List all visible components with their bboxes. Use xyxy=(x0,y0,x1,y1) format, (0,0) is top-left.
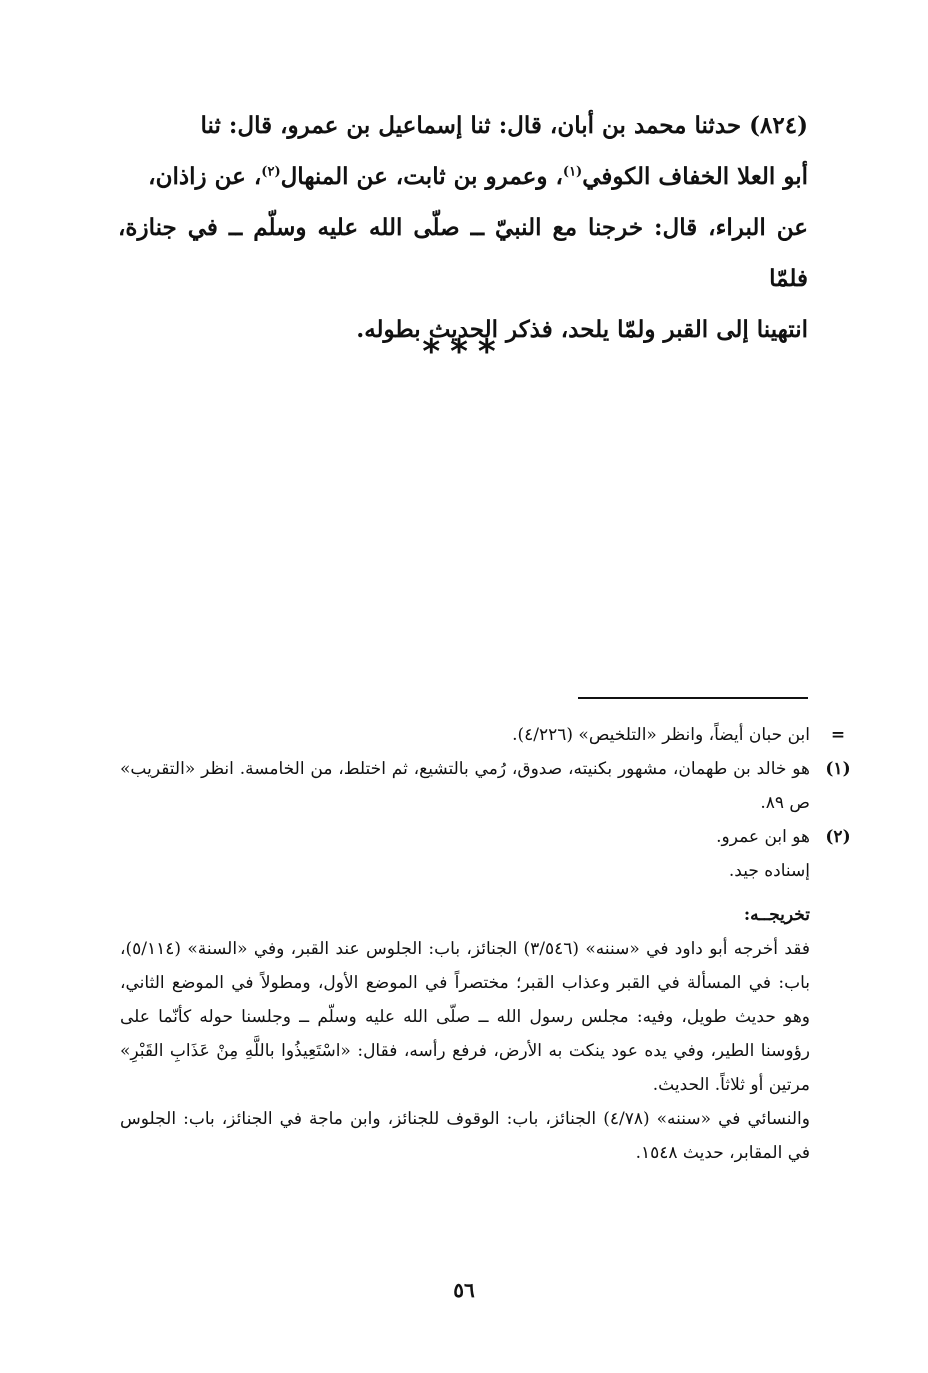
continuation-marker: = xyxy=(830,725,846,745)
footnote-ref-1[interactable]: (١) xyxy=(562,164,583,180)
takhrij-paragraph-2: والنسائي في «سننه» (٤/٧٨) الجنائز، باب: الوقوف للجنائز، وابن ماجة في الجنائز، باب: الجلوس في المقابر، حديث ١٥٤٨. xyxy=(120,1109,810,1163)
footnote-1-text: هو خالد بن طهمان، مشهور بكنيته، صدوق، رُمي بالتشيع، ثم اختلط، من الخامسة. انظر «التقريب» ص ٨٩. xyxy=(120,759,810,813)
footnotes-section xyxy=(120,718,851,1170)
hadith-line-1 xyxy=(118,100,808,151)
hadith-line-3: عن البراء، قال: خرجنا مع النبيّ ــ صلّى الله عليه وسلّم ــ في جنازة، فلمّا xyxy=(118,214,808,292)
footnote-continuation xyxy=(120,718,846,752)
hadith-line-4: انتهينا إلى القبر ولمّا يلحد، فذكر الحديث بطوله. xyxy=(356,316,808,343)
hadith-line-2-part-a: أبو العلا الخفاف الكوفي xyxy=(582,163,808,190)
footnote-2-marker: (٢) xyxy=(825,827,851,847)
takhrij-section xyxy=(120,898,810,1170)
section-separator: *** xyxy=(422,332,506,372)
hadith-line-1-text: حدثنا محمد بن أبان، قال: ثنا إسماعيل بن عمرو، قال: ثنا xyxy=(200,112,742,139)
takhrij-paragraph-1: فقد أخرجه أبو داود في «سننه» (٣/٥٤٦) الجنائز، باب: الجلوس عند القبر، وفي «السنة» (٥/١١٤)، باب: في المسألة في القبر وعذاب القبر؛ مختصراً في الموضع الأول، ومطولاً في الموضع الثاني، وهو حديث طويل، وفيه: مجلس رسول الله ــ صلّى الله عليه وسلّم ــ وجلسنا حوله كأنّما على رؤوسنا الطير، وفي يده عود ينكت به الأرض، فرفع رأسه، فقال: «اسْتَعِيذُوا باللَّهِ مِنْ عَذَابِ القَبْرِ» مرتين أو ثلاثاً. الحديث. xyxy=(120,939,810,1095)
continuation-text: ابن حبان أيضاً، وانظر «التلخيص» (٤/٢٢٦). xyxy=(512,725,810,745)
page-number: ٥٦ xyxy=(453,1278,475,1302)
footnote-2 xyxy=(120,820,851,854)
footnote-ref-2[interactable]: (٢) xyxy=(261,164,281,180)
hadith-number: (٨٢٤) xyxy=(749,112,808,139)
hadith-line-2 xyxy=(118,151,808,202)
footnote-2-text: هو ابن عمرو. xyxy=(716,827,810,847)
hadith-text xyxy=(118,100,808,355)
takhrij-heading: تخريجــه: xyxy=(743,905,810,925)
isnad-grade: إسناده جيد. xyxy=(728,861,810,881)
footnote-1-marker: (١) xyxy=(825,759,851,779)
footnote-1 xyxy=(120,752,851,820)
hadith-line-2-part-b: ، وعمرو بن ثابت، عن المنهال xyxy=(280,163,563,190)
footnote-divider xyxy=(578,697,808,699)
hadith-line-2-part-c: ، عن زاذان، xyxy=(148,163,262,190)
